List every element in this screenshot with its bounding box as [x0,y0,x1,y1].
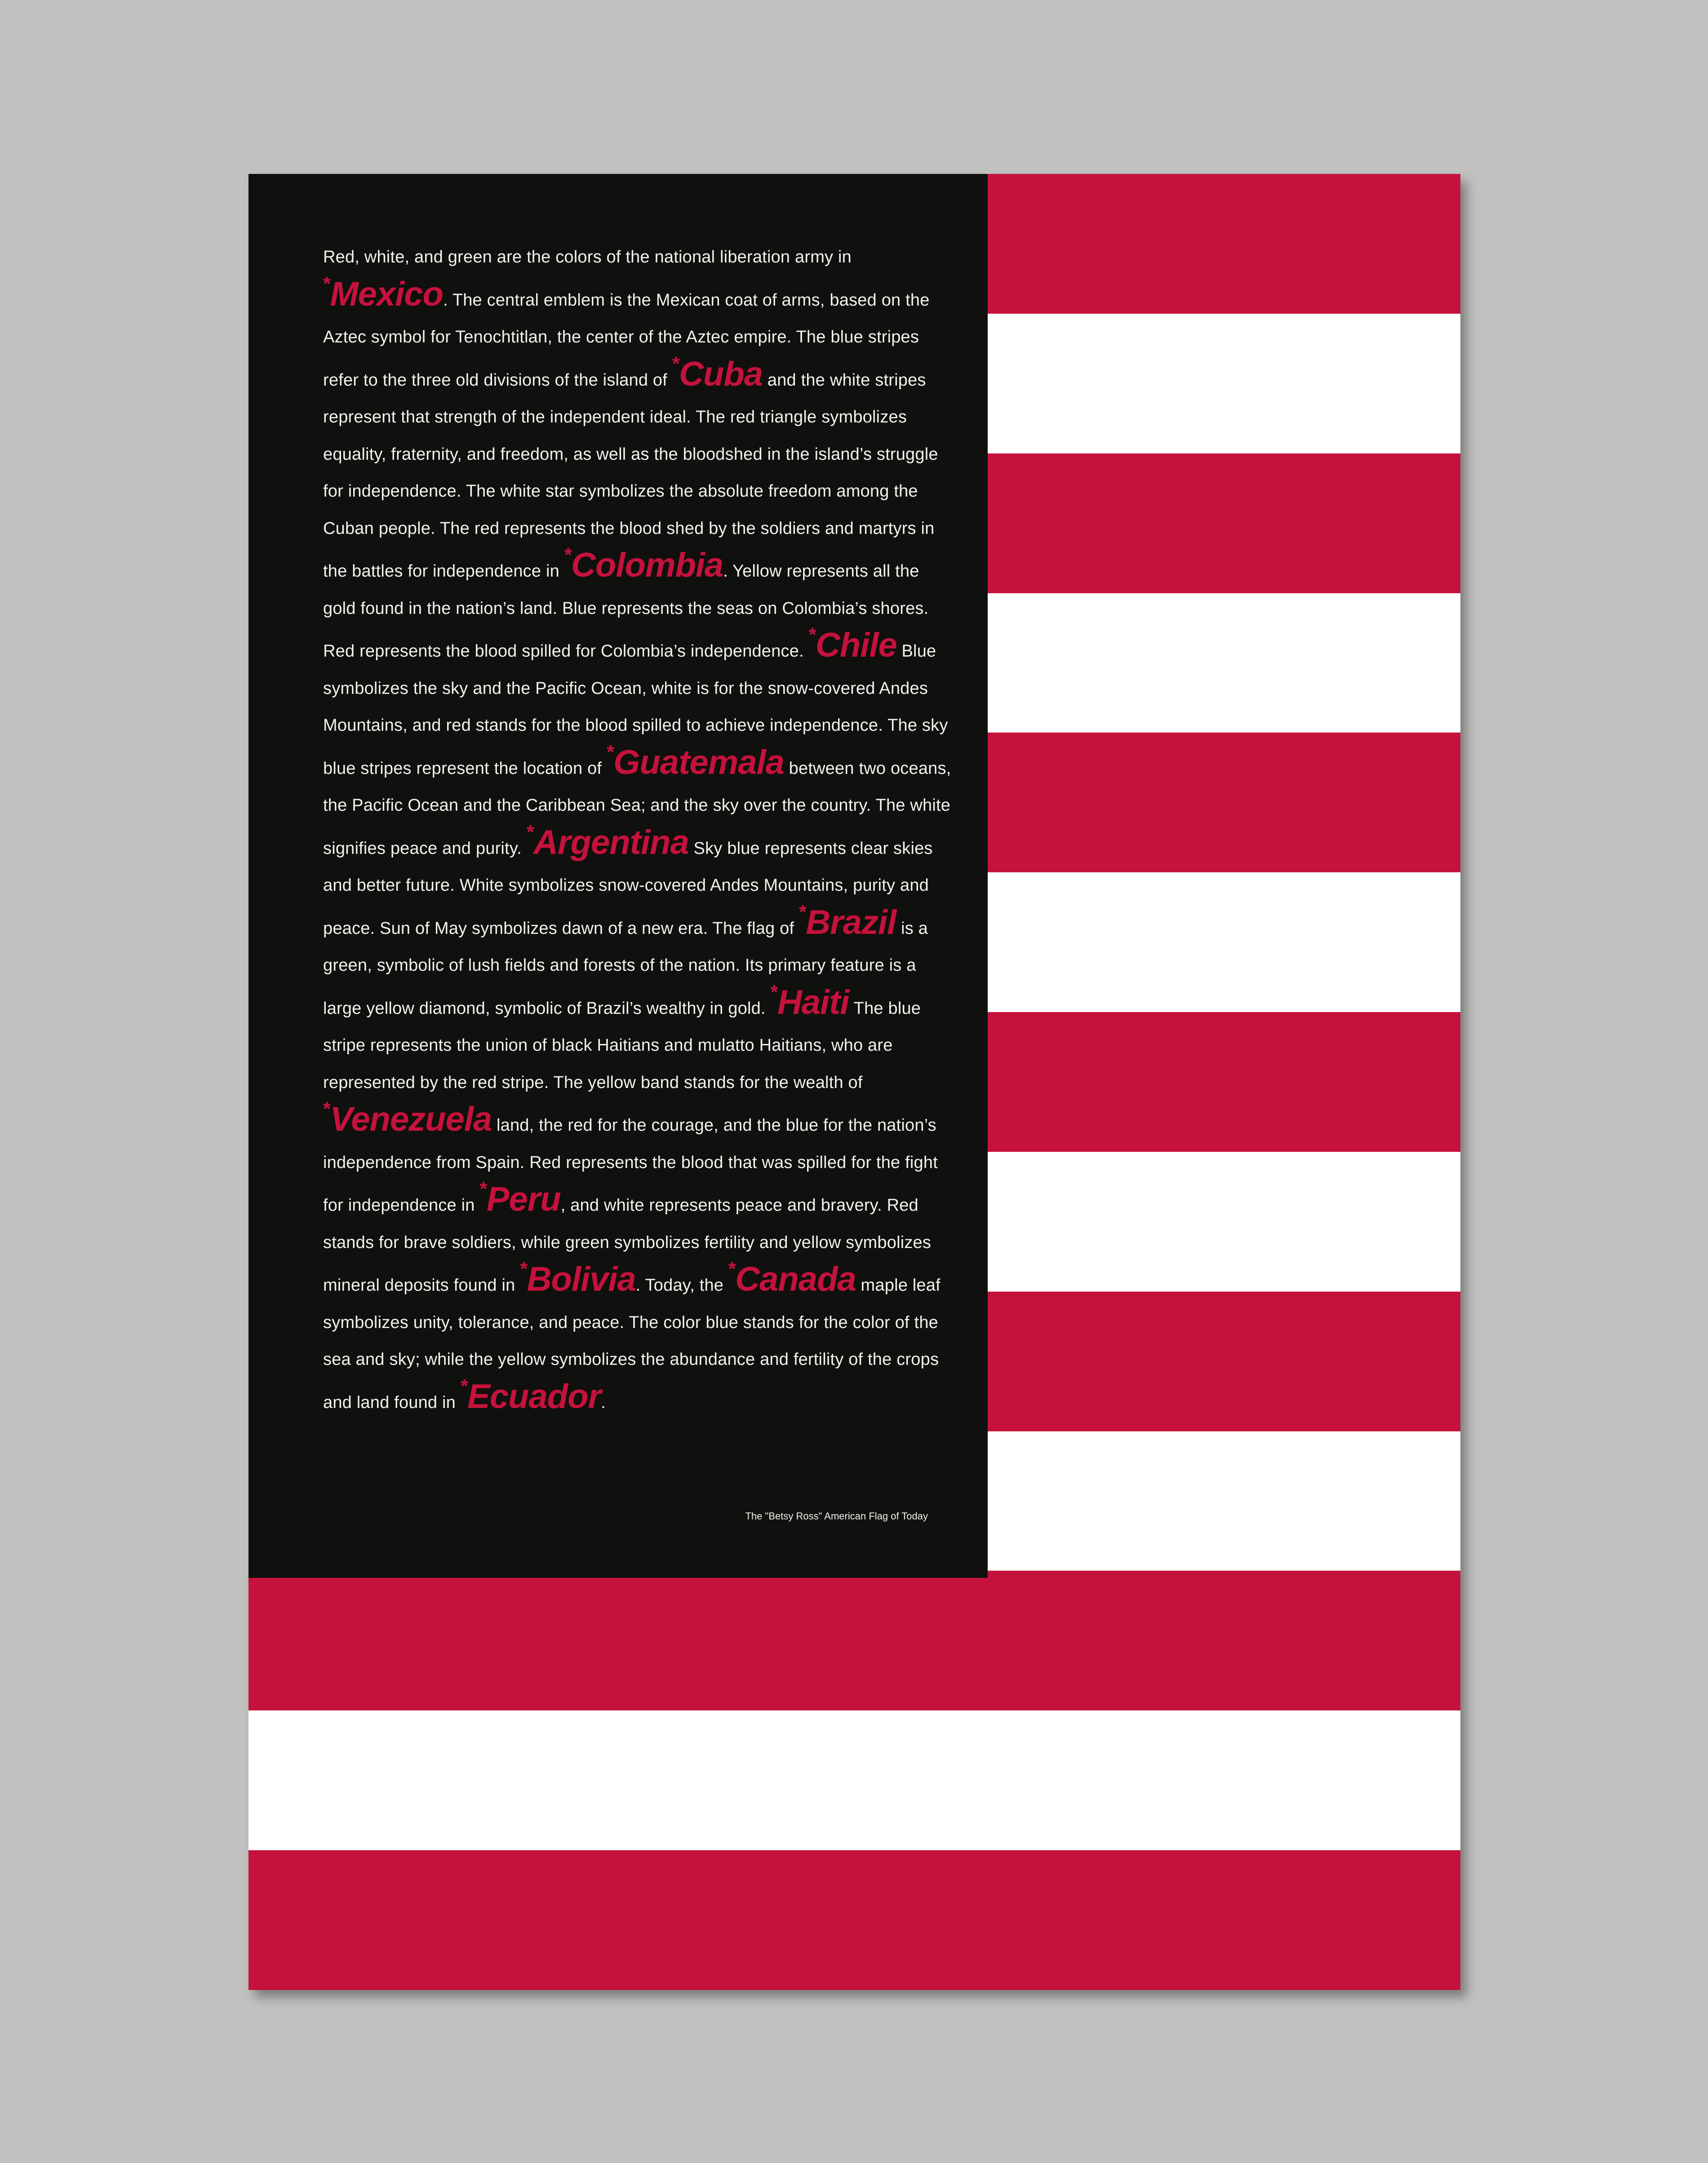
asterisk-star-icon: * [520,1258,528,1280]
asterisk-star-icon: * [799,901,807,923]
asterisk-star-icon: * [479,1178,488,1200]
country-haiti: Haiti [777,983,849,1022]
text-segment: land, the red for the courage, and the blue for the nation’s independence from Spain. Red represents the blood that was spilled for the fight for independence in [323,1116,938,1215]
country-chile: Chile [815,626,897,664]
flag-poster [248,174,1460,1990]
asterisk-star-icon: * [323,272,331,295]
country-ecuador: Ecuador [467,1377,601,1416]
country-peru: Peru [486,1180,561,1218]
country-canada: Canada [735,1260,856,1298]
country-mexico: Mexico [330,275,443,313]
asterisk-star-icon: * [564,544,572,566]
text-segment: Red, white, and green are the colors of the national liberation army in [323,248,852,266]
text-segment: . [601,1393,606,1412]
text-segment: between two oceans, the Pacific Ocean and the Caribbean Sea; and the sky over the country. The white signifies peace and purity. [323,759,951,858]
asterisk-star-icon: * [606,741,615,763]
text-segment: . The central emblem is the Mexican coat of arms, based on the Aztec symbol for Tenochtitlan, the center of the Aztec empire. The blue stripes refer to the three old divisions of the island of [323,290,930,390]
country-argentina: Argentina [533,823,689,862]
asterisk-star-icon: * [808,624,816,646]
text-segment: and the white stripes represent that strength of the independent ideal. The red triangle symbolizes equality, fraternity, and freedom, as well as the bloodshed in the island’s struggle for independence. The white star symbolizes the absolute freedom among the Cuban people. The red represents the blood shed by the soldiers and martyrs in the battles for independence in [323,370,938,581]
country-bolivia: Bolivia [527,1260,636,1298]
text-segment: Blue symbolizes the sky and the Pacific Ocean, white is for the snow-covered Andes Mountains, and red stands for the blood spilled to achieve independence. The sky blue stripes represent the location of [323,642,948,778]
white-stripe [248,1710,1460,1851]
text-segment: , and white represents peace and bravery. Red stands for brave soldiers, while green symbolizes fertility and yellow symbolizes mineral deposits found in [323,1196,932,1295]
poster-caption: The "Betsy Ross" American Flag of Today [745,1510,928,1522]
flag-meanings-text [323,239,952,1421]
text-segment: is a green, symbolic of lush fields and forests of the nation. Its primary feature is a large yellow diamond, symbolic of Brazil’s wealthy in gold. [323,919,928,1018]
country-brazil: Brazil [806,903,896,942]
text-segment: The blue stripe represents the union of black Haitians and mulatto Haitians, who are represented by the red stripe. The yellow band stands for the wealth of [323,999,921,1092]
red-stripe [248,1850,1460,1990]
country-guatemala: Guatemala [613,743,784,782]
asterisk-star-icon: * [460,1375,469,1397]
asterisk-star-icon: * [770,981,778,1003]
text-segment: . Yellow represents all the gold found in the nation’s land. Blue represents the seas on Colombia’s shores. Red represents the blood spilled for Colombia’s independence. [323,562,929,661]
asterisk-star-icon: * [728,1258,736,1280]
text-segment: . Today, the [635,1276,724,1295]
red-stripe [248,1571,1460,1711]
text-segment: Sky blue represents clear skies and better future. White symbolizes snow-covered Andes Mountains, purity and peace. Sun of May symbolizes dawn of a new era. The flag of [323,839,933,938]
country-colombia: Colombia [571,546,723,584]
asterisk-star-icon: * [526,821,535,843]
text-canton [248,174,988,1578]
asterisk-star-icon: * [672,352,680,375]
text-segment: maple leaf symbolizes unity, tolerance, and peace. The color blue stands for the color of the sea and sky; while the yellow symbolizes the abundance and fertility of the crops and land found in [323,1276,941,1412]
asterisk-star-icon: * [323,1098,331,1120]
country-venezuela: Venezuela [330,1100,492,1138]
country-cuba: Cuba [679,355,763,393]
